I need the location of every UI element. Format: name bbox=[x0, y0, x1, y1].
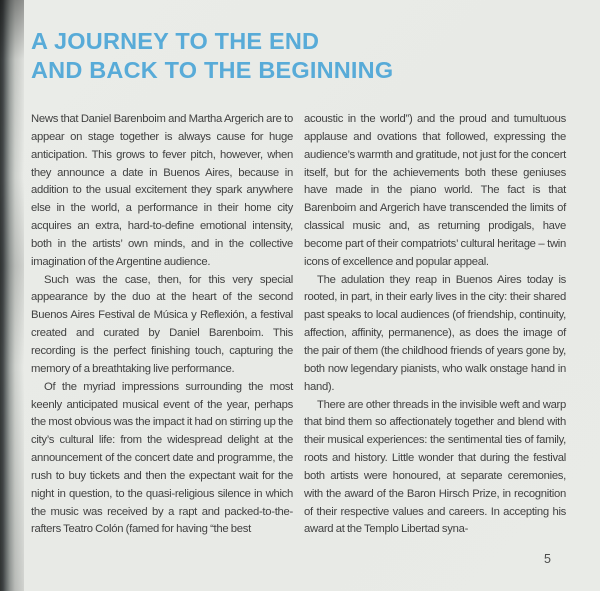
paragraph-news-anticipation: News that Daniel Barenboim and Martha Argerich are to appear on stage together is always cause for huge anticipation. This grows to fever pitch, however, when they announce a date in Buenos Aires, because in addition to the usual excitement they spark anywhere else in the world, a performance in their home city acquires an extra, hard-to-define emotional intensity, both in the artists’ own minds, and in the collective imagination of the Argentine audience. bbox=[31, 113, 293, 268]
paragraph-adulation: The adulation they reap in Buenos Aires today is rooted, in part, in their early lives in the city: their shared past speaks to local audiences (of friendship, continuity, affection, affinity, permanence), as does the image of the pair of them (the childhood friends of years gone by, both now legendary pianists, who walk onstage hand in hand). bbox=[304, 273, 566, 393]
paragraph-other-threads: There are other threads in the invisible weft and warp that bind them so affectionately together and blend with their musical experiences: the sentimental ties of family, roots and history. Little wonder that during the festival both artists were honoured, at separate ceremonies, with the award of the Baron Hirsch Prize, in recognition of their respective values and careers. In accepting his award at the Templo Libertad syna- bbox=[304, 398, 566, 536]
page-number: 5 bbox=[544, 552, 551, 566]
left-column bbox=[31, 111, 293, 539]
title-line-1: A JOURNEY TO THE END bbox=[31, 28, 320, 54]
article-columns bbox=[31, 111, 567, 539]
page-title bbox=[31, 27, 393, 84]
paragraph-myriad-impressions: Of the myriad impressions surrounding the most keenly anticipated musical event of the year, perhaps the most obvious was the impact it had on stirring up the city’s cultural life: from the widespread delight at the announcement of the concert date and programme, the rush to buy tickets and then the expectant wait for the night in question, to the quasi-religious silence in which the music was received by a rapt and packed-to-the-rafters Teatro Colón (famed for having “the best bbox=[31, 380, 293, 536]
title-line-2: AND BACK TO THE BEGINNING bbox=[31, 56, 394, 83]
paragraph-festival: Such was the case, then, for this very special appearance by the duo at the heart of the second Buenos Aires Festival de Música y Reflexión, a festival created and curated by Daniel Barenboim. This recording is the perfect finishing touch, capturing the memory of a breathtaking live performance. bbox=[31, 273, 293, 375]
right-column bbox=[304, 111, 566, 539]
paragraph-acoustic-continuation: acoustic in the world”) and the proud and tumultuous applause and ovations that followed, expressing the audience’s warmth and gratitude, not just for the concert itself, but for the achievements both these geniuses have made in the piano world. The fact is that Barenboim and Argerich have transcended the limits of classical music and, as returning prodigals, have become part of their compatriots’ cultural heritage – twin icons of excellence and popular appeal. bbox=[304, 113, 566, 268]
page-spine-shadow bbox=[0, 0, 24, 591]
